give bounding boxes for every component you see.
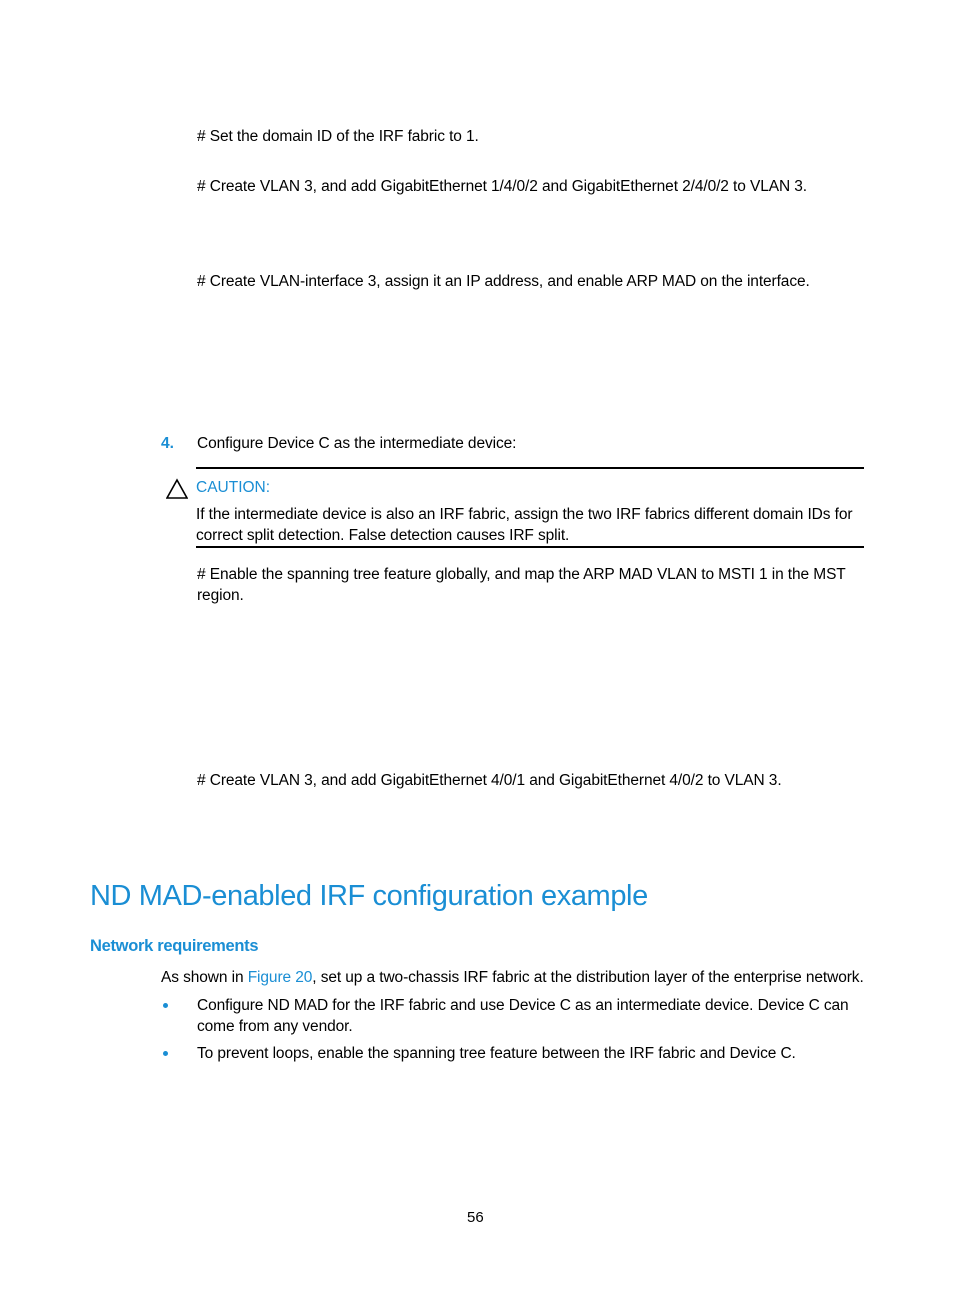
intro-text-before: As shown in (161, 969, 248, 986)
instruction-stp-line2: region. (197, 587, 244, 604)
instruction-stp-line1: # Enable the spanning tree feature globally, and map the ARP MAD VLAN to MSTI 1 in the MST (197, 566, 846, 583)
list-item-line2: come from any vendor. (197, 1018, 353, 1035)
figure-20-link[interactable]: Figure 20 (247, 969, 313, 986)
instruction-create-vlan3-devicec: # Create VLAN 3, and add GigabitEthernet 4/0/1 and GigabitEthernet 4/0/2 to VLAN 3. (197, 772, 782, 789)
caution-label: CAUTION: (196, 479, 271, 496)
page-number: 56 (467, 1209, 484, 1226)
warning-triangle-icon (166, 478, 188, 499)
section-subtitle: Network requirements (90, 937, 259, 955)
intro-text-after: , set up a two-chassis IRF fabric at the distribution layer of the enterprise network. (312, 969, 864, 986)
intro-paragraph (161, 967, 864, 988)
instruction-create-vlan3-irf: # Create VLAN 3, and add GigabitEthernet 1/4/0/2 and GigabitEthernet 2/4/0/2 to VLAN 3. (197, 178, 807, 195)
step-text: Configure Device C as the intermediate device: (197, 435, 517, 452)
bullet-dot-icon (163, 1003, 168, 1008)
caution-top-rule (196, 467, 864, 469)
instruction-set-domain: # Set the domain ID of the IRF fabric to 1. (197, 128, 479, 145)
caution-text-line2: correct split detection. False detection causes IRF split. (196, 527, 570, 544)
list-item-line1: To prevent loops, enable the spanning tree feature between the IRF fabric and Device C. (197, 1045, 796, 1062)
caution-text-line1: If the intermediate device is also an IRF fabric, assign the two IRF fabrics different domain IDs for (196, 506, 853, 523)
bullet-dot-icon (163, 1051, 168, 1056)
section-title: ND MAD-enabled IRF configuration example (90, 880, 648, 912)
instruction-create-vlan-interface: # Create VLAN-interface 3, assign it an IP address, and enable ARP MAD on the interface. (197, 273, 810, 290)
list-item-line1: Configure ND MAD for the IRF fabric and use Device C as an intermediate device. Device C can (197, 997, 849, 1014)
caution-bottom-rule (196, 546, 864, 548)
step-number: 4. (161, 435, 174, 452)
